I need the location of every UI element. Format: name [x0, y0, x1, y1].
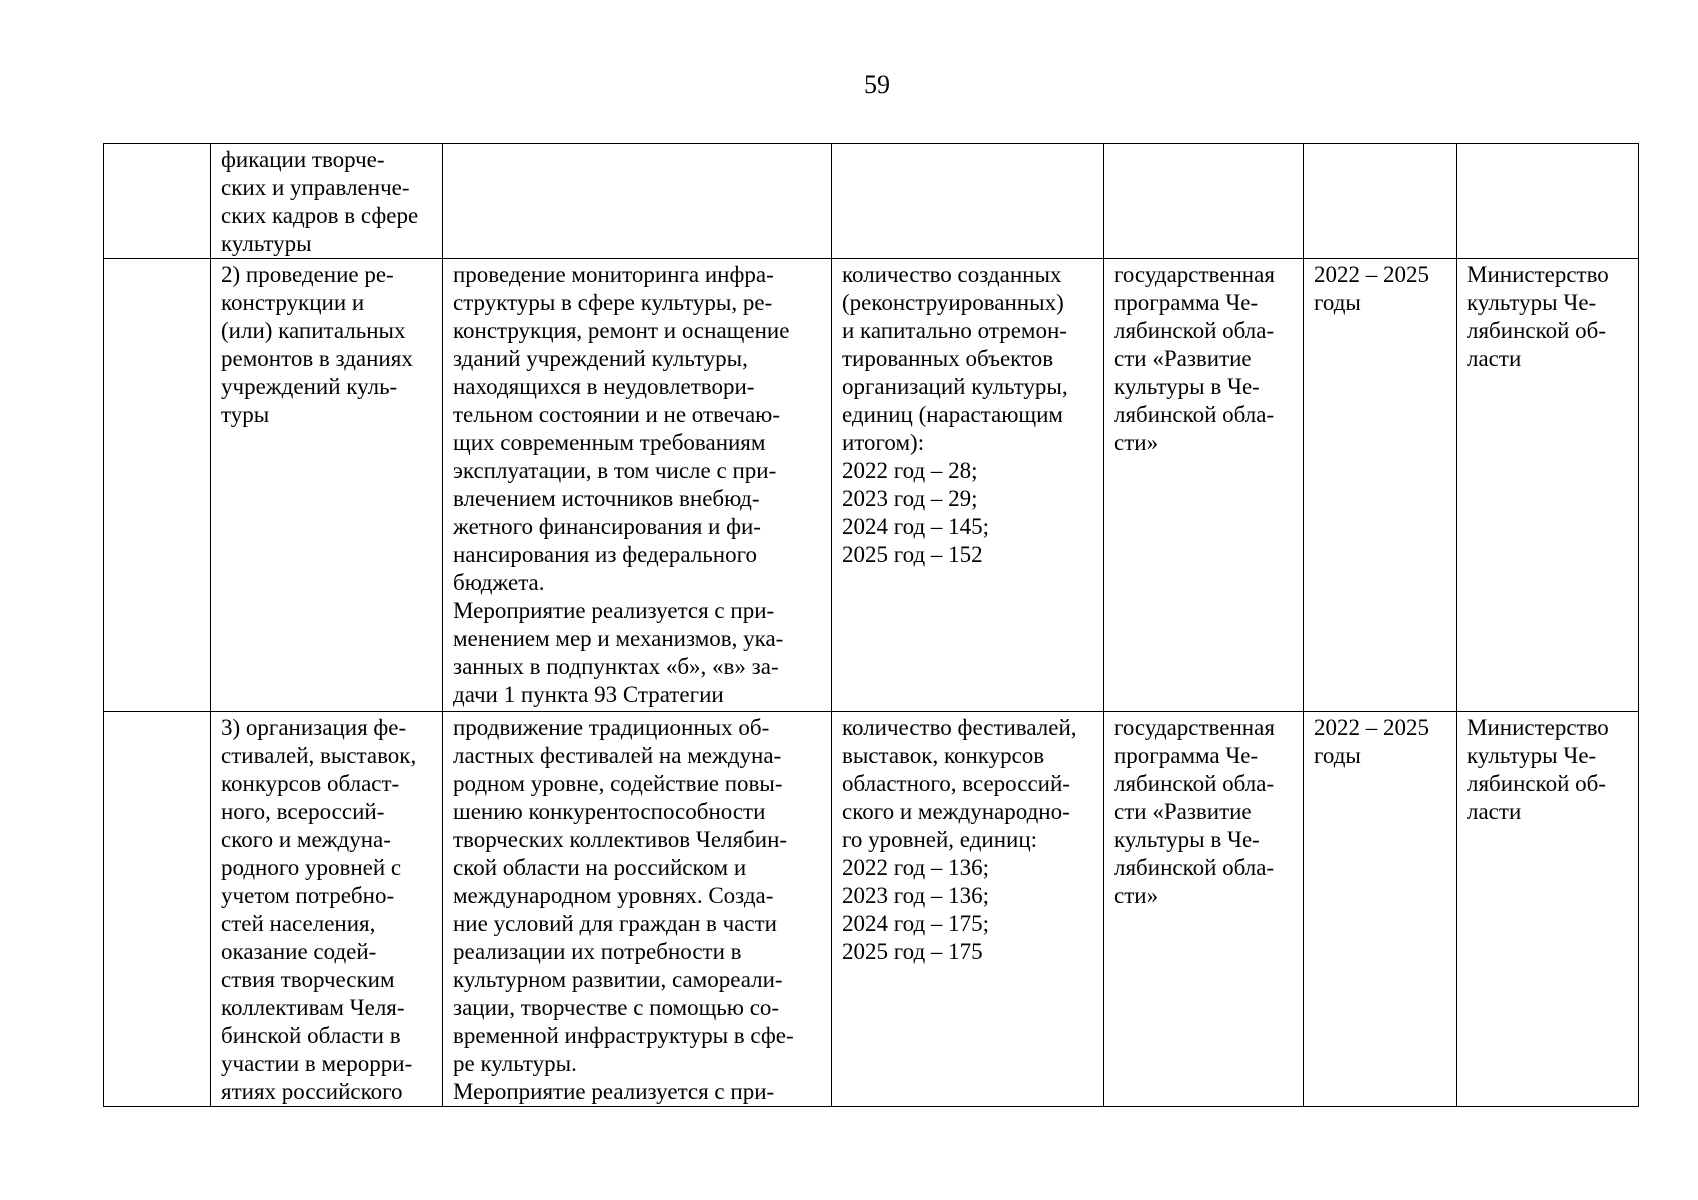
program-cell [1104, 144, 1304, 259]
table-row [104, 144, 1639, 259]
description-cell [443, 259, 832, 712]
indicator-cell [832, 712, 1104, 1107]
executor-cell [1457, 712, 1639, 1107]
program-text: государственная программа Че- лябинской обла- сти «Развитие культуры в Че- лябинской обла- сти» [1114, 262, 1275, 455]
period-cell [1304, 712, 1457, 1107]
program-text: государственная программа Че- лябинской обла- сти «Развитие культуры в Че- лябинской обла- сти» [1114, 715, 1275, 908]
task-cell [211, 144, 443, 259]
number-cell [104, 259, 211, 712]
description-cell [443, 144, 832, 259]
period-cell [1304, 259, 1457, 712]
executor-cell [1457, 259, 1639, 712]
task-text: 3) организация фе- стивалей, выставок, конкурсов област- ного, всероссий- ского и междуна- родного уровней с учетом потребно- стей населения, оказание содей- ствия творческим коллективам Челя- бинской области в участии в мероpри- ятиях российского [221, 715, 417, 1104]
task-cell [211, 712, 443, 1107]
description-cell [443, 712, 832, 1107]
task-text: 2) проведение ре- конструкции и (или) капитальных ремонтов в зданиях учреждений куль- туры [221, 262, 413, 427]
executor-text: Министерство культуры Че- лябинской об- ласти [1467, 715, 1609, 824]
task-text: фикации творче- ских и управленче- ских кадров в сфере культуры [221, 147, 419, 256]
period-text: 2022 – 2025 годы [1314, 262, 1429, 315]
indicator-text: количество созданных (реконструированных) и капитально отремон- тированных объектов организаций культуры, единиц (нарастающим итогом): 2022 год – 28; 2023 год – 29; 2024 год – 145; 2025 год – 152 [842, 262, 1068, 567]
period-cell [1304, 144, 1457, 259]
description-text: проведение мониторинга инфра- структуры в сфере культуры, ре- конструкция, ремонт и оснащение зданий учреждений культуры, находящихся в неудовлетвори- тельном состоянии и не отвечаю- щих современным требованиям эксплуатации, в том числе с при- влечением источников внебюд- жетного финансирования и фи- нансирования из федерального бюджета. Мероприятие реализуется с при- менением мер и механизмов, ука- занных в подпунктах «б», «в» за- дачи 1 пункта 93 Стратегии [453, 262, 790, 707]
number-cell [104, 144, 211, 259]
table-row [104, 259, 1639, 712]
executor-cell [1457, 144, 1639, 259]
indicator-cell [832, 144, 1104, 259]
description-text: продвижение традиционных об- ластных фестивалей на междуна- родном уровне, содействие повы- шению конкурентоспособности творческих коллективов Челябин- ской области на российском и международном уровнях. Созда- ние условий для граждан в части реализации их потребности в культурном развитии, самореали- зации, творчестве с помощью со- временной инфраструктуры в сфе- ре культуры. Мероприятие реализуется с при- [453, 715, 794, 1104]
program-cell [1104, 259, 1304, 712]
period-text: 2022 – 2025 годы [1314, 715, 1429, 768]
program-cell [1104, 712, 1304, 1107]
table-row [104, 712, 1639, 1107]
page-number: 59 [864, 70, 890, 99]
indicator-cell [832, 259, 1104, 712]
measures-table [103, 143, 1639, 1107]
indicator-text: количество фестивалей, выставок, конкурсов областного, всероссий- ского и международно- го уровней, единиц: 2022 год – 136; 2023 год – 136; 2024 год – 175; 2025 год – 175 [842, 715, 1077, 964]
executor-text: Министерство культуры Че- лябинской об- ласти [1467, 262, 1609, 371]
number-cell [104, 712, 211, 1107]
task-cell [211, 259, 443, 712]
